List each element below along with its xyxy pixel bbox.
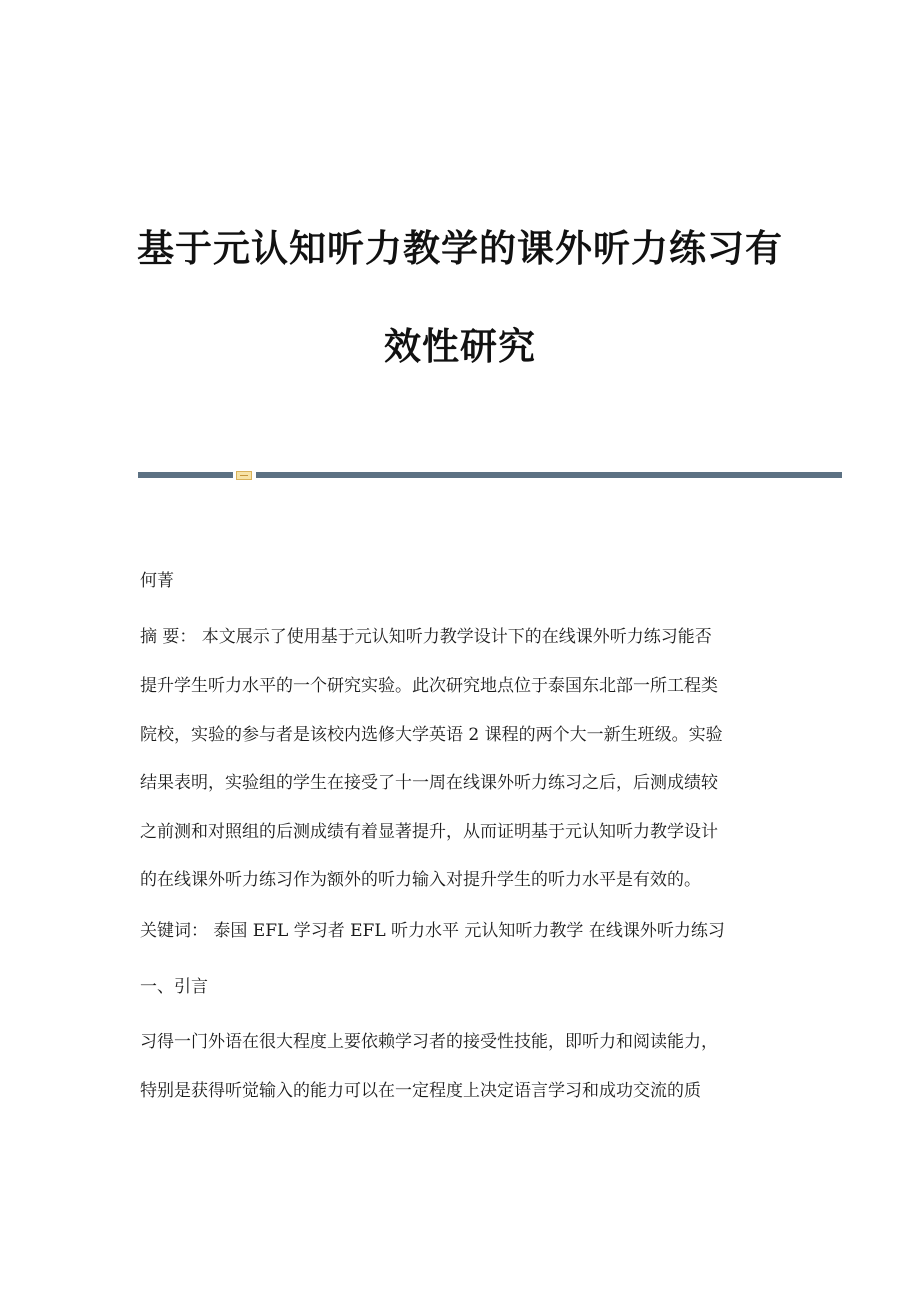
section-heading: 一、引言 (140, 977, 208, 997)
document-title-line-1: 基于元认知听力教学的课外听力练习有 (137, 227, 783, 270)
abstract-line: 摘 要： 本文展示了使用基于元认知听力教学设计下的在线课外听力练习能否 (140, 627, 712, 647)
abstract-line: 院校，实验的参与者是该校内选修大学英语 2 课程的两个大一新生班级。实验 (140, 725, 723, 745)
keywords-line: 关键词： 泰国 EFL 学习者 EFL 听力水平 元认知听力教学 在线课外听力练习 (140, 921, 725, 941)
body-line: 特别是获得听觉输入的能力可以在一定程度上决定语言学习和成功交流的质 (140, 1081, 701, 1101)
abstract-line: 之前测和对照组的后测成绩有着显著提升，从而证明基于元认知听力教学设计 (140, 822, 718, 842)
title-divider (138, 471, 842, 479)
document-title-line-2: 效性研究 (384, 325, 536, 368)
abstract-line: 结果表明，实验组的学生在接受了十一周在线课外听力练习之后，后测成绩较 (140, 773, 718, 793)
body-line: 习得一门外语在很大程度上要依赖学习者的接受性技能，即听力和阅读能力， (140, 1032, 718, 1052)
author-name: 何菁 (140, 571, 174, 591)
divider-bar-right (256, 472, 842, 478)
divider-bar-left (138, 472, 233, 478)
divider-ornament-icon (236, 471, 252, 480)
abstract-line: 提升学生听力水平的一个研究实验。此次研究地点位于泰国东北部一所工程类 (140, 676, 718, 696)
abstract-line: 的在线课外听力练习作为额外的听力输入对提升学生的听力水平是有效的。 (140, 870, 701, 890)
